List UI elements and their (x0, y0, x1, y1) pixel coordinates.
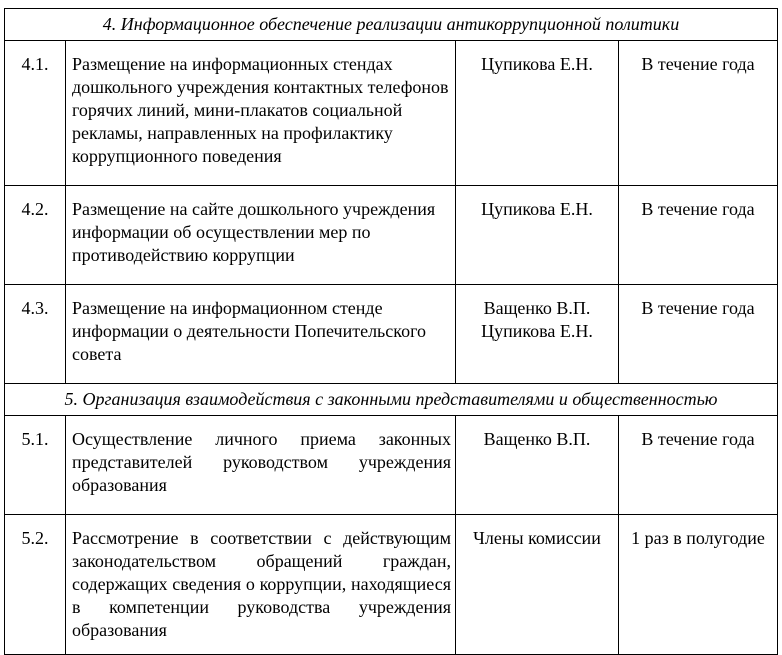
item-number: 5.2. (5, 515, 66, 655)
item-term: 1 раз в полугодие (619, 515, 778, 655)
responsible-person: Цупикова Е.Н. (481, 199, 593, 219)
item-number: 4.1. (5, 41, 66, 186)
item-description: Размещение на сайте дошкольного учреждения информации об осуществлении мер по противодействию коррупции (66, 186, 456, 285)
item-term: В течение года (619, 186, 778, 285)
item-term: В течение года (619, 416, 778, 515)
responsible-person: Цупикова Е.Н. (481, 54, 593, 74)
responsible-person: Члены комиссии (473, 528, 601, 548)
item-number: 5.1. (5, 416, 66, 515)
item-responsible (456, 515, 619, 655)
item-description: Осуществление личного приема законных представителей руководством учреждения образования (66, 416, 456, 515)
item-description: Размещение на информационном стенде информации о деятельности Попечительского совета (66, 285, 456, 384)
item-term: В течение года (619, 285, 778, 384)
table-row (5, 186, 778, 285)
item-responsible (456, 186, 619, 285)
table-row (5, 416, 778, 515)
section-header-row (5, 9, 778, 41)
item-description: Рассмотрение в соответствии с действующим законодательством обращений граждан, содержащих сведения о коррупции, находящиеся в компетенции руководства учреждения образования (66, 515, 456, 655)
item-number: 4.2. (5, 186, 66, 285)
item-description: Размещение на информационных стендах дошкольного учреждения контактных телефонов горячих линий, мини-плакатов социальной рекламы, направленных на профилактику коррупционного поведения (66, 41, 456, 186)
table-row (5, 285, 778, 384)
item-term: В течение года (619, 41, 778, 186)
item-number: 4.3. (5, 285, 66, 384)
responsible-person: Ващенко В.П. (483, 429, 591, 449)
item-responsible (456, 41, 619, 186)
item-responsible (456, 416, 619, 515)
section-header-row (5, 384, 778, 416)
anticorruption-plan-table (4, 8, 778, 655)
item-responsible (456, 285, 619, 384)
table-row (5, 41, 778, 186)
section-title: 4. Информационное обеспечение реализации антикоррупционной политики (5, 9, 778, 41)
responsible-person: Цупикова Е.Н. (481, 321, 593, 341)
table-row (5, 515, 778, 655)
section-title: 5. Организация взаимодействия с законными представителями и общественностью (5, 384, 778, 416)
responsible-person: Ващенко В.П. (483, 298, 591, 318)
